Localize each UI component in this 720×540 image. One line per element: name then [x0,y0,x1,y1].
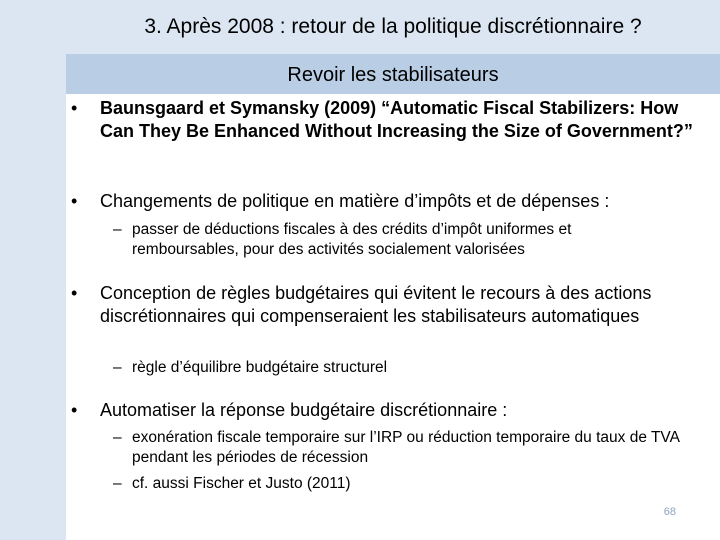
slide-subtitle: Revoir les stabilisateurs [287,64,499,86]
sub-bullet-text: règle d’équilibre budgétaire structurel [132,359,388,376]
page-number: 68 [663,506,676,518]
bullet-marker: • [71,400,78,420]
bullet-text: Conception de règles budgétaires qui évitent le recours à des actions discrétionnaires qui compenseraient les stabilisateurs automatiques [100,283,652,326]
sub-bullet-text: cf. aussi Fischer et Justo (2011) [132,475,351,492]
sub-bullet-text: passer de déductions fiscales à des crédits d’impôt uniformes et remboursables, pour des activités socialement valorisées [132,221,572,258]
bullet-text: Automatiser la réponse budgétaire discrétionnaire : [100,400,508,420]
bullet-text: Changements de politique en matière d’impôts et de dépenses : [100,191,610,211]
sub-bullet-marker: – [113,221,122,238]
slide-title: 3. Après 2008 : retour de la politique discrétionnaire ? [144,15,642,38]
sub-bullet-marker: – [113,359,122,376]
sub-bullet-text: exonération fiscale temporaire sur l’IRP ou réduction temporaire du taux de TVA pendant les périodes de récession [132,429,680,466]
sub-bullet-marker: – [113,475,122,492]
bullet-marker: • [71,191,78,211]
bullet-marker: • [71,283,78,303]
bullet-marker: • [71,98,78,118]
sub-bullet-marker: – [113,429,122,446]
bullet-text: Baunsgaard et Symansky (2009) “Automatic Fiscal Stabilizers: How Can They Be Enhanced Without Increasing the Size of Government?” [100,98,693,141]
left-decorative-strip [0,0,66,540]
